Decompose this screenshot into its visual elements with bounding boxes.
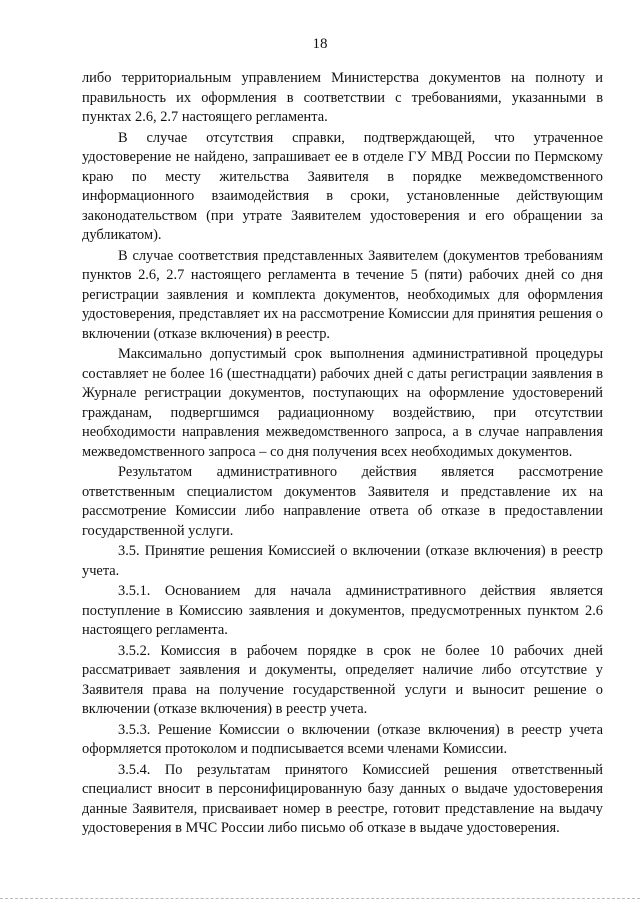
paragraph-3-5-4: 3.5.4. По результатам принятого Комиссией решения ответственный специалист вносит в персонифицированную базу данных о выдаче удостоверения данные Заявителя, присваивает номер в реестре, готовит представление на выдачу удостоверения в МЧС России либо письмо об отказе в выдаче удостоверения.: [82, 761, 603, 836]
paragraph-result: Результатом административного действия является рассмотрение ответственным специалистом документов Заявителя и представление их на рассмотрение Комиссии либо направление ответа об отказе в предоставлении государственной услуги.: [82, 464, 603, 539]
scan-edge-divider: [0, 898, 640, 900]
document-body: [82, 69, 603, 839]
section-heading-3-5: 3.5. Принятие решения Комиссией о включении (отказе включения) в реестр учета.: [82, 543, 603, 579]
paragraph-3-5-3: 3.5.3. Решение Комиссии о включении (отказе включения) в реестр учета оформляется протоколом и подписывается всеми членами Комиссии.: [82, 721, 603, 757]
paragraph-documents-compliance: В случае соответствия представленных Заявителем (документов требованиям пунктов 2.6, 2.7 настоящего регламента в течение 5 (пяти) рабочих дней со дня регистрации заявления и комплекта документов, необходимых для оформления удостоверения, представляет их на рассмотрение Комиссии для принятия решения о включении (отказе включения) в реестр.: [82, 247, 603, 342]
paragraph-missing-certificate: В случае отсутствия справки, подтверждающей, что утраченное удостоверение не найдено, запрашивает ее в отделе ГУ МВД России по Пермскому краю по месту жительства Заявителя в порядке межведомственного информационного взаимодействия в сроки, установленные действующим законодательством (при утрате Заявителем удостоверения и его обращении за дубликатом).: [82, 129, 603, 243]
paragraph-max-term: Максимально допустимый срок выполнения административной процедуры составляет не более 16 (шестнадцати) рабочих дней с даты регистрации заявления в Журнале регистрации документов, поступающих на оформление удостоверений гражданам, подвергшимся радиационному воздействию, при отсутствии необходимости направления межведомственного запроса, а в случае направления межведомственного запроса – со дня получения всех необходимых документов.: [82, 346, 603, 460]
paragraph-3-5-2: 3.5.2. Комиссия в рабочем порядке в срок не более 10 рабочих дней рассматривает заявления и документы, определяет наличие либо отсутствие у Заявителя права на получение государственной услуги и выносит решение о включении (отказе включения) в реестр учета.: [82, 642, 603, 717]
paragraph-continuation: либо территориальным управлением Министерства документов на полноту и правильность их оформления в соответствии с требованиями, указанными в пунктах 2.6, 2.7 настоящего регламента.: [82, 70, 603, 125]
page-number: 18: [312, 36, 328, 52]
paragraph-3-5-1: 3.5.1. Основанием для начала административного действия является поступление в Комиссию заявления и документов, предусмотренных пунктом 2.6 настоящего регламента.: [82, 583, 603, 638]
